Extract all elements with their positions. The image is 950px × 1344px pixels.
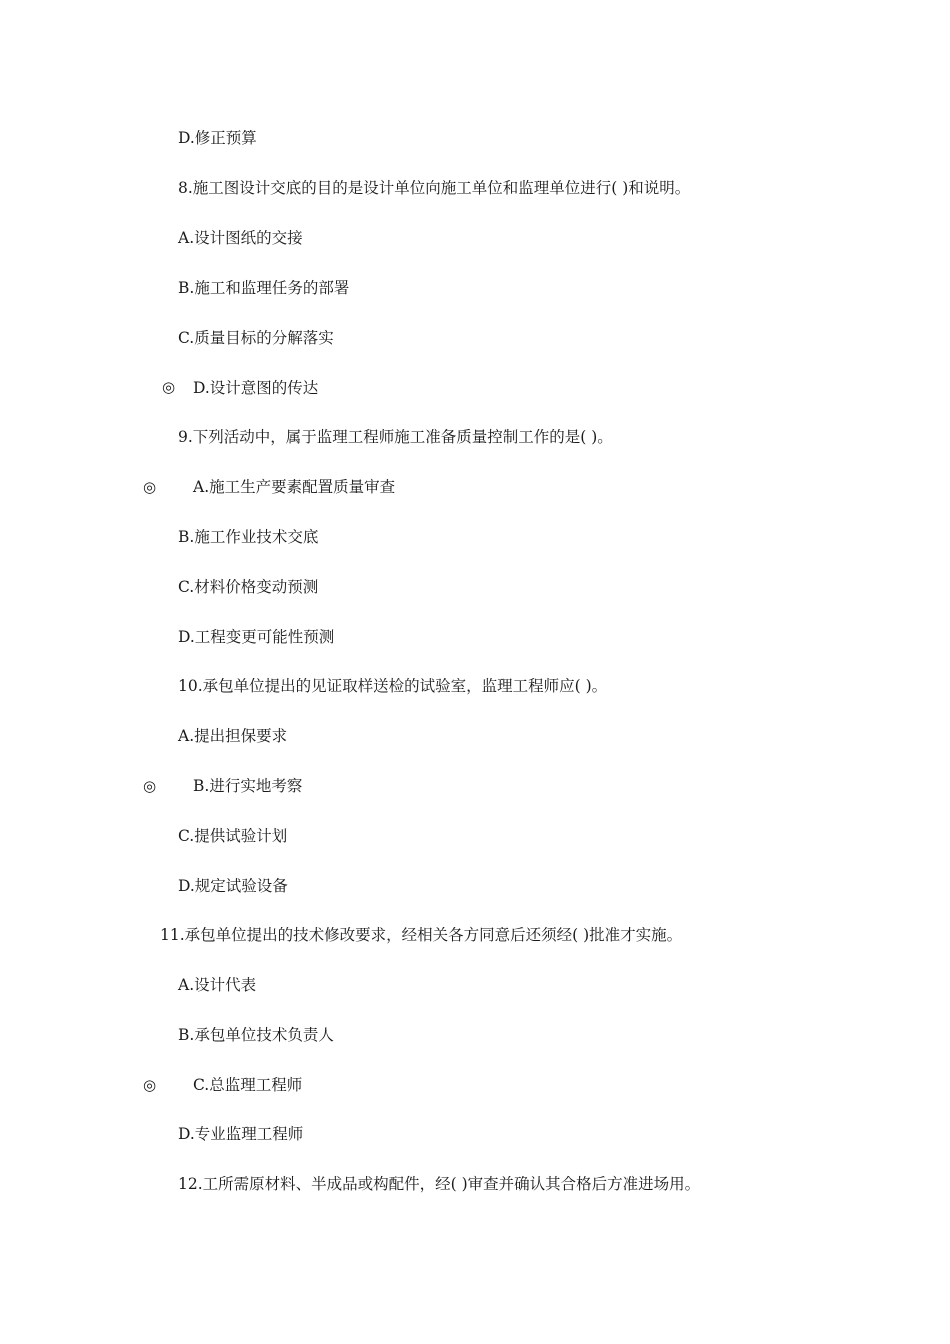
option-line: A.提出担保要求 (178, 727, 288, 745)
answer-option-line: A.施工生产要素配置质量审查 (193, 478, 396, 496)
question-line: 9.下列活动中，属于监理工程师施工准备质量控制工作的是( )。 (178, 428, 613, 446)
option-line: A.设计图纸的交接 (178, 229, 303, 247)
answer-option-line: B.进行实地考察 (193, 777, 303, 795)
answer-option-line: C.总监理工程师 (193, 1076, 303, 1094)
answer-option-line: D.设计意图的传达 (193, 379, 319, 397)
option-line: B.施工和监理任务的部署 (178, 279, 350, 297)
option-line: D.规定试验设备 (178, 877, 288, 895)
question-line: 8.施工图设计交底的目的是设计单位向施工单位和监理单位进行( )和说明。 (178, 179, 691, 197)
option-line: B.承包单位技术负责人 (178, 1026, 334, 1044)
option-line: B.施工作业技术交底 (178, 528, 319, 546)
question-line: 12.工所需原材料、半成品或构配件，经( )审查并确认其合格后方准进场用。 (178, 1175, 701, 1193)
question-line: 10.承包单位提出的见证取样送检的试验室，监理工程师应( )。 (178, 677, 608, 695)
option-line: C.提供试验计划 (178, 827, 288, 845)
answer-mark-icon: ◎ (143, 1076, 157, 1094)
option-line: D.专业监理工程师 (178, 1125, 304, 1143)
question-line: 11.承包单位提出的技术修改要求，经相关各方同意后还须经( )批准才实施。 (160, 926, 683, 944)
option-line: C.材料价格变动预测 (178, 578, 319, 596)
option-line: C.质量目标的分解落实 (178, 329, 334, 347)
option-line: A.设计代表 (178, 976, 257, 994)
answer-mark-icon: ◎ (162, 378, 176, 396)
answer-mark-icon: ◎ (143, 478, 157, 496)
option-line: D.工程变更可能性预测 (178, 628, 335, 646)
answer-mark-icon: ◎ (143, 777, 157, 795)
option-line: D.修正预算 (178, 129, 257, 147)
